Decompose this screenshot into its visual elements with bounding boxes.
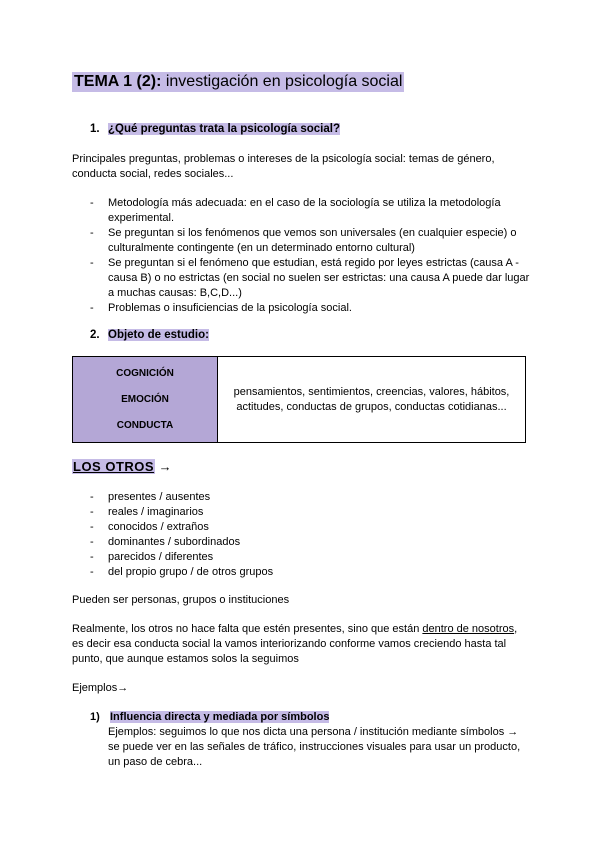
section1-title: ¿Qué preguntas trata la psicología social? (108, 123, 340, 135)
otros-list (90, 490, 530, 580)
los-otros-heading (72, 458, 172, 475)
section1-num: 1. (90, 123, 100, 135)
list-item: - parecidos / diferentes (90, 550, 530, 565)
list-item: - Se preguntan si los fenómenos que vemos son universales (en cualquier especie) o culturalmente contingente (en un determinado entorno cultural) (90, 226, 530, 256)
section2-num: 2. (90, 329, 100, 341)
label-cognicion: COGNICIÓN (116, 368, 174, 380)
example1-title: Influencia directa y mediada por símbolos (110, 711, 330, 723)
title-bold: TEMA 1 (2): (74, 73, 162, 90)
label-conducta: CONDUCTA (116, 419, 174, 431)
section2-heading (90, 328, 209, 343)
los-otros-arrow: → (155, 459, 172, 474)
list-item: - conocidos / extraños (90, 520, 530, 535)
list-item: - Metodología más adecuada: en el caso de la sociología se utiliza la metodología experimental. (90, 196, 530, 226)
list-item: - del propio grupo / de otros grupos (90, 565, 530, 580)
example1-heading (90, 710, 329, 725)
table-labels (73, 357, 218, 442)
example1-text: Ejemplos: seguimos lo que nos dicta una persona / institución mediante símbolos → se puede ver en las señales de tráfico, instrucciones visuales para usar un producto, un paso de cebra... (108, 726, 521, 768)
list-item: - reales / imaginarios (90, 505, 530, 520)
list-item: - Problemas o insuficiencias de la psicología social. (90, 301, 530, 316)
p2-underlined: dentro de nosotros (422, 623, 515, 635)
p2-end: , es decir esa conducta social la vamos interiorizando conforme vamos creciendo hasta tal punto, que aunque estamos solos la seguimos (72, 623, 518, 665)
table-description: pensamientos, sentimientos, creencias, valores, hábitos, actitudes, conductas de grupos, conductas cotidianas... (233, 385, 510, 413)
study-object-table (72, 356, 526, 443)
example1-num: 1) (90, 711, 100, 723)
p2-start: Realmente, los otros no hace falta que estén presentes, sino que están (72, 623, 423, 635)
page-title (72, 72, 404, 92)
section1-heading (90, 122, 340, 137)
section1-list (90, 196, 530, 316)
section2-title: Objeto de estudio: (108, 329, 209, 341)
list-item: - dominantes / subordinados (90, 535, 530, 550)
list-item: - Se preguntan si el fenómeno que estudian, está regido por leyes estrictas (causa A - causa B) o no estrictas (en social no suelen ser estrictas: una causa A puede dar lugar a muchas causas: B,C,D...) (90, 256, 530, 301)
title-rest: investigación en psicología social (161, 73, 403, 90)
section1-intro: Principales preguntas, problemas o intereses de la psicología social: temas de género, conducta social, redes sociales... (72, 153, 495, 180)
list-item: - presentes / ausentes (90, 490, 530, 505)
ejemplos-label: Ejemplos→ (72, 682, 129, 694)
otros-paragraph-2 (72, 622, 530, 667)
otros-paragraph-1: Pueden ser personas, grupos o instituciones (72, 594, 290, 606)
label-emocion: EMOCIÓN (121, 393, 169, 405)
los-otros-label: LOS OTROS (73, 459, 155, 474)
